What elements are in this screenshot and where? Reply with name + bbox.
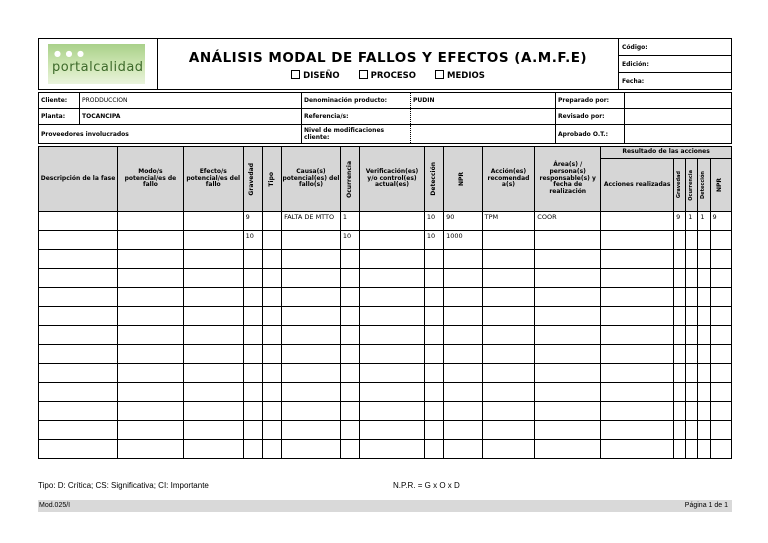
table-cell-rd[interactable] — [698, 364, 710, 383]
referencia-value[interactable] — [411, 109, 556, 125]
table-cell-area[interactable] — [535, 307, 601, 326]
table-cell-modo[interactable] — [118, 288, 184, 307]
table-cell-realizadas[interactable] — [601, 231, 674, 250]
table-cell-rd[interactable] — [698, 345, 710, 364]
table-cell-rg[interactable] — [674, 345, 686, 364]
table-cell-realizadas[interactable] — [601, 383, 674, 402]
table-cell-rd[interactable] — [698, 326, 710, 345]
col-tipo: Tipo — [262, 147, 281, 212]
table-cell-rnpr[interactable] — [710, 364, 731, 383]
planta-value[interactable]: TOCANCIPA — [80, 109, 302, 125]
table-cell-area[interactable] — [535, 269, 601, 288]
table-cell-ro[interactable] — [686, 307, 698, 326]
table-cell-modo[interactable] — [118, 364, 184, 383]
edicion-field: Edición: — [619, 56, 732, 73]
type-options — [158, 70, 618, 81]
col-r-npr: NPR — [710, 159, 731, 212]
table-cell-rd[interactable] — [698, 307, 710, 326]
table-cell-rg[interactable] — [674, 250, 686, 269]
table-cell-modo[interactable] — [118, 345, 184, 364]
aprobado-value[interactable] — [625, 125, 732, 144]
col-efecto: Efecto/s potencial/es del fallo — [183, 147, 243, 212]
table-cell-npr[interactable] — [444, 364, 482, 383]
table-cell-causa[interactable] — [282, 250, 341, 269]
table-cell-rnpr[interactable] — [710, 383, 731, 402]
table-cell-ro[interactable] — [686, 421, 698, 440]
table-row — [39, 364, 732, 383]
table-cell-verif[interactable] — [360, 402, 425, 421]
table-cell-verif[interactable] — [360, 288, 425, 307]
table-cell-causa[interactable] — [282, 440, 341, 459]
table-cell-npr[interactable] — [444, 383, 482, 402]
table-cell-d[interactable] — [424, 288, 443, 307]
table-cell-rg[interactable]: 9 — [674, 212, 686, 231]
table-row — [39, 326, 732, 345]
planta-label: Planta: — [39, 109, 80, 125]
table-cell-npr[interactable] — [444, 402, 482, 421]
table-cell-area[interactable] — [535, 288, 601, 307]
table-cell-accion[interactable] — [482, 288, 535, 307]
table-row — [39, 440, 732, 459]
table-cell-verif[interactable] — [360, 345, 425, 364]
table-cell-area[interactable] — [535, 231, 601, 250]
table-cell-accion[interactable] — [482, 250, 535, 269]
table-cell-g[interactable] — [243, 364, 262, 383]
table-cell-verif[interactable] — [360, 212, 425, 231]
table-cell-verif[interactable] — [360, 307, 425, 326]
table-cell-npr[interactable]: 90 — [444, 212, 482, 231]
checkbox-icon — [359, 70, 368, 79]
table-cell-area[interactable] — [535, 421, 601, 440]
table-cell-efecto[interactable] — [183, 307, 243, 326]
info-table — [38, 92, 732, 144]
table-cell-realizadas[interactable] — [601, 269, 674, 288]
table-cell-ro[interactable] — [686, 269, 698, 288]
table-cell-rd[interactable] — [698, 231, 710, 250]
table-cell-rnpr[interactable] — [710, 421, 731, 440]
table-cell-tipo[interactable] — [262, 212, 281, 231]
table-cell-rnpr[interactable] — [710, 250, 731, 269]
table-cell-g[interactable] — [243, 288, 262, 307]
table-cell-rnpr[interactable] — [710, 402, 731, 421]
table-cell-causa[interactable] — [282, 269, 341, 288]
col-resultado: Resultado de las acciones — [601, 147, 732, 159]
table-cell-desc[interactable] — [39, 288, 118, 307]
table-cell-accion[interactable] — [482, 269, 535, 288]
table-cell-area[interactable] — [535, 383, 601, 402]
table-cell-accion[interactable] — [482, 421, 535, 440]
table-cell-ro[interactable] — [686, 250, 698, 269]
table-cell-ro[interactable]: 1 — [686, 212, 698, 231]
table-cell-d[interactable] — [424, 307, 443, 326]
npr-formula: N.P.R. = G x O x D — [393, 481, 460, 490]
table-cell-npr[interactable] — [444, 421, 482, 440]
table-cell-tipo[interactable] — [262, 383, 281, 402]
table-cell-rd[interactable]: 1 — [698, 212, 710, 231]
table-cell-d[interactable] — [424, 345, 443, 364]
table-cell-npr[interactable] — [444, 326, 482, 345]
table-cell-g[interactable] — [243, 250, 262, 269]
checkbox-icon — [291, 70, 300, 79]
logo-dots-icon: ● ● ● — [54, 49, 86, 58]
table-cell-ro[interactable] — [686, 440, 698, 459]
table-cell-d[interactable]: 10 — [424, 212, 443, 231]
page-number: Página 1 de 1 — [684, 502, 728, 509]
table-cell-realizadas[interactable] — [601, 364, 674, 383]
title-cell — [158, 39, 619, 90]
footer-bar — [38, 500, 732, 512]
table-cell-modo[interactable] — [118, 269, 184, 288]
table-cell-verif[interactable] — [360, 250, 425, 269]
table-cell-efecto[interactable] — [183, 326, 243, 345]
col-area: Área(s) / persona(s) responsable(s) y fecha de realización — [535, 147, 601, 212]
table-cell-rg[interactable] — [674, 307, 686, 326]
table-cell-ro[interactable] — [686, 383, 698, 402]
table-cell-npr[interactable] — [444, 269, 482, 288]
table-cell-efecto[interactable] — [183, 345, 243, 364]
table-cell-d[interactable] — [424, 421, 443, 440]
table-cell-accion[interactable] — [482, 231, 535, 250]
table-cell-g[interactable] — [243, 440, 262, 459]
table-cell-verif[interactable] — [360, 231, 425, 250]
table-cell-desc[interactable] — [39, 212, 118, 231]
table-cell-o[interactable] — [340, 250, 359, 269]
table-cell-desc[interactable] — [39, 421, 118, 440]
table-cell-realizadas[interactable] — [601, 440, 674, 459]
header-table — [38, 38, 732, 90]
table-cell-rd[interactable] — [698, 288, 710, 307]
table-cell-d[interactable] — [424, 326, 443, 345]
table-cell-accion[interactable] — [482, 345, 535, 364]
table-row — [39, 345, 732, 364]
table-cell-modo[interactable] — [118, 402, 184, 421]
table-cell-npr[interactable]: 1000 — [444, 231, 482, 250]
table-cell-desc[interactable] — [39, 307, 118, 326]
table-cell-desc[interactable] — [39, 326, 118, 345]
table-cell-efecto[interactable] — [183, 364, 243, 383]
table-cell-o[interactable] — [340, 326, 359, 345]
table-cell-rd[interactable] — [698, 440, 710, 459]
table-cell-rnpr[interactable] — [710, 326, 731, 345]
col-acciones-realizadas: Acciones realizadas — [601, 159, 674, 212]
table-cell-rnpr[interactable] — [710, 269, 731, 288]
table-cell-realizadas[interactable] — [601, 307, 674, 326]
table-cell-rd[interactable] — [698, 402, 710, 421]
table-cell-desc[interactable] — [39, 250, 118, 269]
table-cell-accion[interactable] — [482, 364, 535, 383]
table-cell-tipo[interactable] — [262, 231, 281, 250]
amfe-table — [38, 146, 732, 459]
table-cell-o[interactable] — [340, 402, 359, 421]
denominacion-label: Denominación producto: — [302, 93, 411, 109]
table-cell-area[interactable] — [535, 402, 601, 421]
table-cell-accion[interactable] — [482, 326, 535, 345]
table-cell-tipo[interactable] — [262, 269, 281, 288]
table-cell-tipo[interactable] — [262, 402, 281, 421]
table-cell-realizadas[interactable] — [601, 326, 674, 345]
revisado-label: Revisado por: — [556, 109, 625, 125]
table-cell-modo[interactable] — [118, 307, 184, 326]
table-cell-npr[interactable] — [444, 440, 482, 459]
table-cell-tipo[interactable] — [262, 421, 281, 440]
table-cell-npr[interactable] — [444, 250, 482, 269]
table-cell-ro[interactable] — [686, 288, 698, 307]
table-cell-verif[interactable] — [360, 364, 425, 383]
table-row — [39, 288, 732, 307]
table-cell-efecto[interactable] — [183, 231, 243, 250]
table-cell-rg[interactable] — [674, 421, 686, 440]
table-cell-efecto[interactable] — [183, 421, 243, 440]
col-causa: Causa(s) potencial(es) del fallo(s) — [282, 147, 341, 212]
col-descripcion: Descripción de la fase — [39, 147, 118, 212]
logo-cell — [39, 39, 158, 90]
table-row — [39, 212, 732, 231]
table-cell-o[interactable]: 1 — [340, 212, 359, 231]
table-cell-efecto[interactable] — [183, 269, 243, 288]
col-r-gravedad: Gravedad — [674, 159, 686, 212]
table-cell-g[interactable] — [243, 307, 262, 326]
table-cell-efecto[interactable] — [183, 250, 243, 269]
table-cell-ro[interactable] — [686, 326, 698, 345]
table-cell-modo[interactable] — [118, 383, 184, 402]
col-accion: Acción(es) recomendad a(s) — [482, 147, 535, 212]
table-cell-efecto[interactable] — [183, 212, 243, 231]
table-cell-rd[interactable] — [698, 269, 710, 288]
referencia-label: Referencia/s: — [302, 109, 411, 125]
table-cell-area[interactable] — [535, 345, 601, 364]
denominacion-value[interactable]: PUDIN — [411, 93, 556, 109]
table-cell-rg[interactable] — [674, 326, 686, 345]
table-cell-tipo[interactable] — [262, 364, 281, 383]
table-cell-g[interactable] — [243, 326, 262, 345]
table-cell-o[interactable] — [340, 307, 359, 326]
table-cell-modo[interactable] — [118, 231, 184, 250]
table-cell-rg[interactable] — [674, 231, 686, 250]
table-cell-rg[interactable] — [674, 440, 686, 459]
table-cell-rg[interactable] — [674, 364, 686, 383]
aprobado-label: Aprobado O.T.: — [556, 125, 625, 144]
table-cell-o[interactable] — [340, 440, 359, 459]
table-cell-npr[interactable] — [444, 288, 482, 307]
table-cell-desc[interactable] — [39, 269, 118, 288]
table-row — [39, 402, 732, 421]
table-cell-d[interactable] — [424, 402, 443, 421]
table-cell-accion[interactable]: TPM — [482, 212, 535, 231]
table-cell-verif[interactable] — [360, 269, 425, 288]
table-cell-tipo[interactable] — [262, 440, 281, 459]
page-title: ANÁLISIS MODAL DE FALLOS Y EFECTOS (A.M.F.E) — [188, 49, 588, 66]
table-cell-causa[interactable] — [282, 345, 341, 364]
table-cell-g[interactable] — [243, 402, 262, 421]
table-cell-tipo[interactable] — [262, 288, 281, 307]
table-cell-causa[interactable] — [282, 421, 341, 440]
table-cell-rg[interactable] — [674, 383, 686, 402]
logo-brand: portalcalidad — [52, 60, 144, 75]
table-cell-modo[interactable] — [118, 421, 184, 440]
col-r-ocurrencia: Ocurrencia — [686, 159, 698, 212]
table-row — [39, 421, 732, 440]
table-cell-npr[interactable] — [444, 345, 482, 364]
table-cell-verif[interactable] — [360, 383, 425, 402]
option-medios[interactable]: MEDIOS — [435, 71, 485, 81]
table-cell-npr[interactable] — [444, 307, 482, 326]
table-cell-efecto[interactable] — [183, 383, 243, 402]
table-cell-ro[interactable] — [686, 364, 698, 383]
table-row — [39, 250, 732, 269]
table-cell-ro[interactable] — [686, 402, 698, 421]
table-row — [39, 269, 732, 288]
table-cell-rg[interactable] — [674, 269, 686, 288]
table-cell-modo[interactable] — [118, 440, 184, 459]
cliente-label: Cliente: — [39, 93, 80, 109]
table-cell-d[interactable] — [424, 440, 443, 459]
table-cell-area[interactable] — [535, 364, 601, 383]
table-cell-modo[interactable] — [118, 250, 184, 269]
table-row — [39, 307, 732, 326]
table-cell-rg[interactable] — [674, 402, 686, 421]
table-cell-d[interactable] — [424, 250, 443, 269]
table-cell-g[interactable]: 9 — [243, 212, 262, 231]
table-cell-o[interactable]: 10 — [340, 231, 359, 250]
col-ocurrencia: Ocurrencia — [340, 147, 359, 212]
table-cell-causa[interactable] — [282, 364, 341, 383]
table-cell-causa[interactable] — [282, 231, 341, 250]
fecha-field: Fecha: — [619, 73, 732, 90]
table-cell-area[interactable] — [535, 440, 601, 459]
table-cell-realizadas[interactable] — [601, 212, 674, 231]
table-cell-area[interactable]: COOR — [535, 212, 601, 231]
table-cell-efecto[interactable] — [183, 402, 243, 421]
table-cell-modo[interactable] — [118, 326, 184, 345]
table-cell-o[interactable] — [340, 345, 359, 364]
preparado-label: Preparado por: — [556, 93, 625, 109]
col-verificacion: Verificación(es) y/o control(es) actual(es) — [360, 147, 425, 212]
table-cell-rnpr[interactable] — [710, 231, 731, 250]
table-cell-verif[interactable] — [360, 440, 425, 459]
table-cell-rnpr[interactable] — [710, 307, 731, 326]
table-cell-rnpr[interactable]: 9 — [710, 212, 731, 231]
preparado-value[interactable] — [625, 93, 732, 109]
nivel-label: Nivel de modificaciones cliente: — [302, 125, 411, 144]
table-cell-area[interactable] — [535, 326, 601, 345]
proveedores-label: Proveedores involucrados — [39, 125, 302, 144]
table-cell-g[interactable] — [243, 383, 262, 402]
table-cell-ro[interactable] — [686, 345, 698, 364]
table-cell-accion[interactable] — [482, 402, 535, 421]
revisado-value[interactable] — [625, 109, 732, 125]
col-deteccion: Detección — [424, 147, 443, 212]
table-row — [39, 231, 732, 250]
table-cell-causa[interactable] — [282, 383, 341, 402]
codigo-field: Código: — [619, 39, 732, 56]
table-cell-realizadas[interactable] — [601, 402, 674, 421]
table-cell-tipo[interactable] — [262, 326, 281, 345]
table-cell-verif[interactable] — [360, 326, 425, 345]
table-cell-rg[interactable] — [674, 288, 686, 307]
table-cell-realizadas[interactable] — [601, 288, 674, 307]
checkbox-icon — [435, 70, 444, 79]
table-cell-accion[interactable] — [482, 440, 535, 459]
table-cell-desc[interactable] — [39, 345, 118, 364]
table-cell-efecto[interactable] — [183, 288, 243, 307]
table-cell-o[interactable] — [340, 364, 359, 383]
table-row — [39, 383, 732, 402]
table-cell-causa[interactable] — [282, 307, 341, 326]
table-cell-rnpr[interactable] — [710, 345, 731, 364]
option-diseno[interactable]: DISEÑO — [291, 71, 340, 81]
option-proceso[interactable]: PROCESO — [359, 71, 416, 81]
table-cell-g[interactable]: 10 — [243, 231, 262, 250]
table-cell-d[interactable] — [424, 269, 443, 288]
tipo-legend: Tipo: D: Crítica; CS: Significativa; CI: Importante — [38, 481, 209, 490]
table-cell-tipo[interactable] — [262, 345, 281, 364]
table-cell-d[interactable] — [424, 364, 443, 383]
table-cell-accion[interactable] — [482, 383, 535, 402]
table-cell-efecto[interactable] — [183, 440, 243, 459]
table-cell-modo[interactable] — [118, 212, 184, 231]
table-cell-accion[interactable] — [482, 307, 535, 326]
col-npr: NPR — [444, 147, 482, 212]
table-cell-causa[interactable] — [282, 402, 341, 421]
table-cell-rnpr[interactable] — [710, 288, 731, 307]
table-cell-desc[interactable] — [39, 383, 118, 402]
form-code: Mod.025/I — [39, 502, 71, 509]
col-modo: Modo/s potencial/es de fallo — [118, 147, 184, 212]
table-cell-g[interactable] — [243, 269, 262, 288]
table-cell-o[interactable] — [340, 383, 359, 402]
company-logo — [48, 44, 145, 84]
table-cell-o[interactable] — [340, 421, 359, 440]
table-cell-g[interactable] — [243, 345, 262, 364]
table-cell-realizadas[interactable] — [601, 421, 674, 440]
table-cell-realizadas[interactable] — [601, 345, 674, 364]
table-cell-realizadas[interactable] — [601, 250, 674, 269]
table-cell-rd[interactable] — [698, 250, 710, 269]
table-cell-rd[interactable] — [698, 383, 710, 402]
table-cell-o[interactable] — [340, 288, 359, 307]
table-cell-desc[interactable] — [39, 402, 118, 421]
nivel-value[interactable] — [411, 125, 556, 144]
table-cell-g[interactable] — [243, 421, 262, 440]
table-cell-d[interactable] — [424, 383, 443, 402]
table-cell-rnpr[interactable] — [710, 440, 731, 459]
col-r-deteccion: Detección — [698, 159, 710, 212]
table-cell-verif[interactable] — [360, 421, 425, 440]
table-cell-desc[interactable] — [39, 364, 118, 383]
table-cell-causa[interactable] — [282, 288, 341, 307]
table-cell-o[interactable] — [340, 269, 359, 288]
table-cell-desc[interactable] — [39, 440, 118, 459]
table-cell-tipo[interactable] — [262, 307, 281, 326]
table-cell-causa[interactable]: FALTA DE MTTO — [282, 212, 341, 231]
table-cell-causa[interactable] — [282, 326, 341, 345]
table-cell-desc[interactable] — [39, 231, 118, 250]
col-gravedad: Gravedad — [243, 147, 262, 212]
table-cell-rd[interactable] — [698, 421, 710, 440]
cliente-value[interactable]: PRODDUCCION — [80, 93, 302, 109]
table-cell-ro[interactable] — [686, 231, 698, 250]
table-cell-tipo[interactable] — [262, 250, 281, 269]
table-cell-d[interactable]: 10 — [424, 231, 443, 250]
table-cell-area[interactable] — [535, 250, 601, 269]
